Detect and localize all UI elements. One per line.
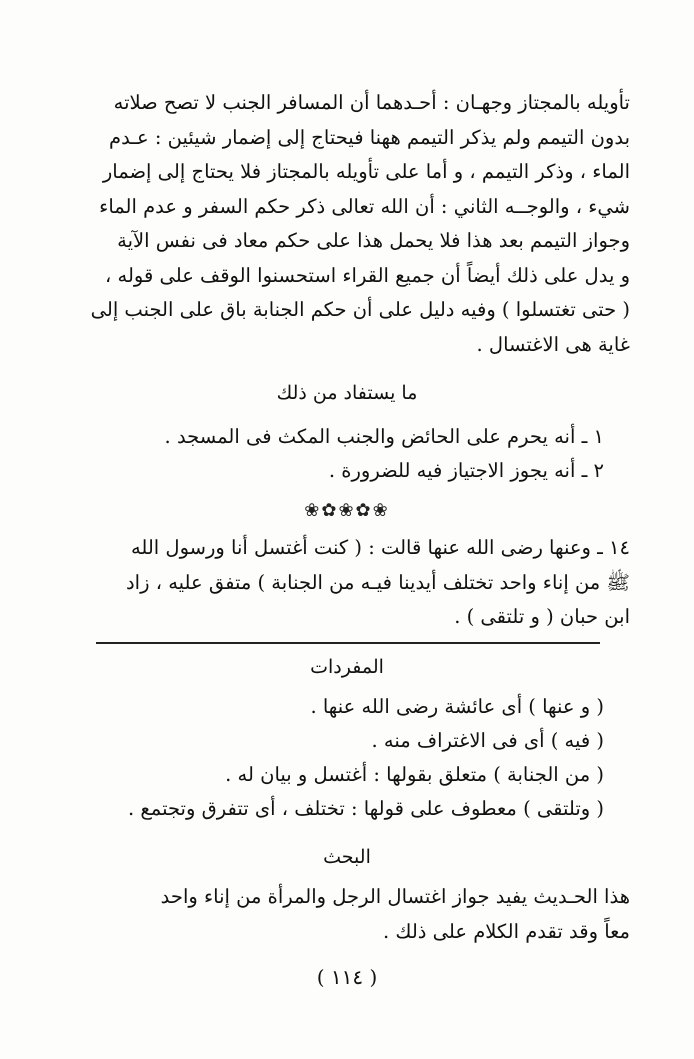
list-item: ( من الجنابة ) متعلق بقولها : أغتسل و بيان له . bbox=[225, 763, 604, 786]
hadith-paragraph bbox=[64, 531, 630, 635]
text-line: غاية هى الاغتسال . bbox=[476, 332, 630, 356]
heading-vocabulary: المفردات bbox=[310, 656, 384, 678]
text-line: ﷺ من إناء واحد تختلف أيدينا فيـه من الجنابة ) متفق عليه ، زاد bbox=[125, 570, 630, 594]
text-line: معاً وقد تقدم الكلام على ذلك . bbox=[383, 919, 630, 943]
heading-discussion: البحث bbox=[323, 846, 371, 868]
text-line: وجواز التيمم بعد هذا فلا يحمل هذا على حكم معاد فى نفس الآية bbox=[117, 229, 630, 252]
list-item: ( وتلتقى ) معطوف على قولها : تختلف ، أى تتفرق وتجتمع . bbox=[128, 797, 604, 820]
text-line: هذا الحـديث يفيد جواز اغتسال الرجل والمرأة من إناء واحد bbox=[160, 885, 630, 908]
list-item: ١ ـ أنه يحرم على الحائض والجنب المكث فى المسجد . bbox=[164, 425, 604, 448]
discussion-paragraph bbox=[64, 880, 630, 949]
horizontal-rule bbox=[96, 642, 600, 644]
benefits-list bbox=[64, 420, 604, 488]
text-line: شيء ، والوجــه الثاني : أن الله تعالى ذكر حكم السفر و عدم الماء bbox=[99, 194, 630, 218]
text-line: ابن حبان ( و تلتقى ) . bbox=[454, 605, 630, 628]
list-item: ٢ ـ أنه يجوز الاجتياز فيه للضرورة . bbox=[328, 459, 604, 482]
list-item: ( و عنها ) أى عائشة رضى الله عنها . bbox=[310, 695, 604, 718]
text-line: ( حتى تغتسلوا ) وفيه دليل على أن حكم الجنابة باق على الجنب إلى bbox=[90, 298, 630, 321]
text-line: بدون التيمم ولم يذكر التيمم ههنا فيحتاج إلى إضمار شيئين : عـدم bbox=[109, 125, 630, 149]
vocabulary-list bbox=[64, 690, 604, 826]
list-item: ( فيه ) أى فى الاغتراف منه . bbox=[371, 729, 604, 752]
text-line: تأويله بالمجتاز وجهـان : أحـدهما أن المسافر الجنب لا تصح صلاته bbox=[113, 91, 630, 114]
text-line: الماء ، وذكر التيمم ، و أما على تأويله بالمجتاز فلا يحتاج إلى إضمار bbox=[102, 160, 630, 183]
text-line: و يدل على ذلك أيضاً أن جميع القراء استحسنوا الوقف على قوله ، bbox=[105, 263, 630, 287]
text-line: ١٤ ـ وعنها رضى الله عنها قالت : ( كنت أغتسل أنا ورسول الله bbox=[130, 536, 630, 559]
heading-benefits: ما يستفاد من ذلك bbox=[276, 382, 418, 404]
paragraph-commentary bbox=[64, 86, 630, 362]
ornament-divider: ❀✿❀✿❀ bbox=[304, 500, 390, 521]
page-number: ( ١١٤ ) bbox=[316, 965, 378, 989]
